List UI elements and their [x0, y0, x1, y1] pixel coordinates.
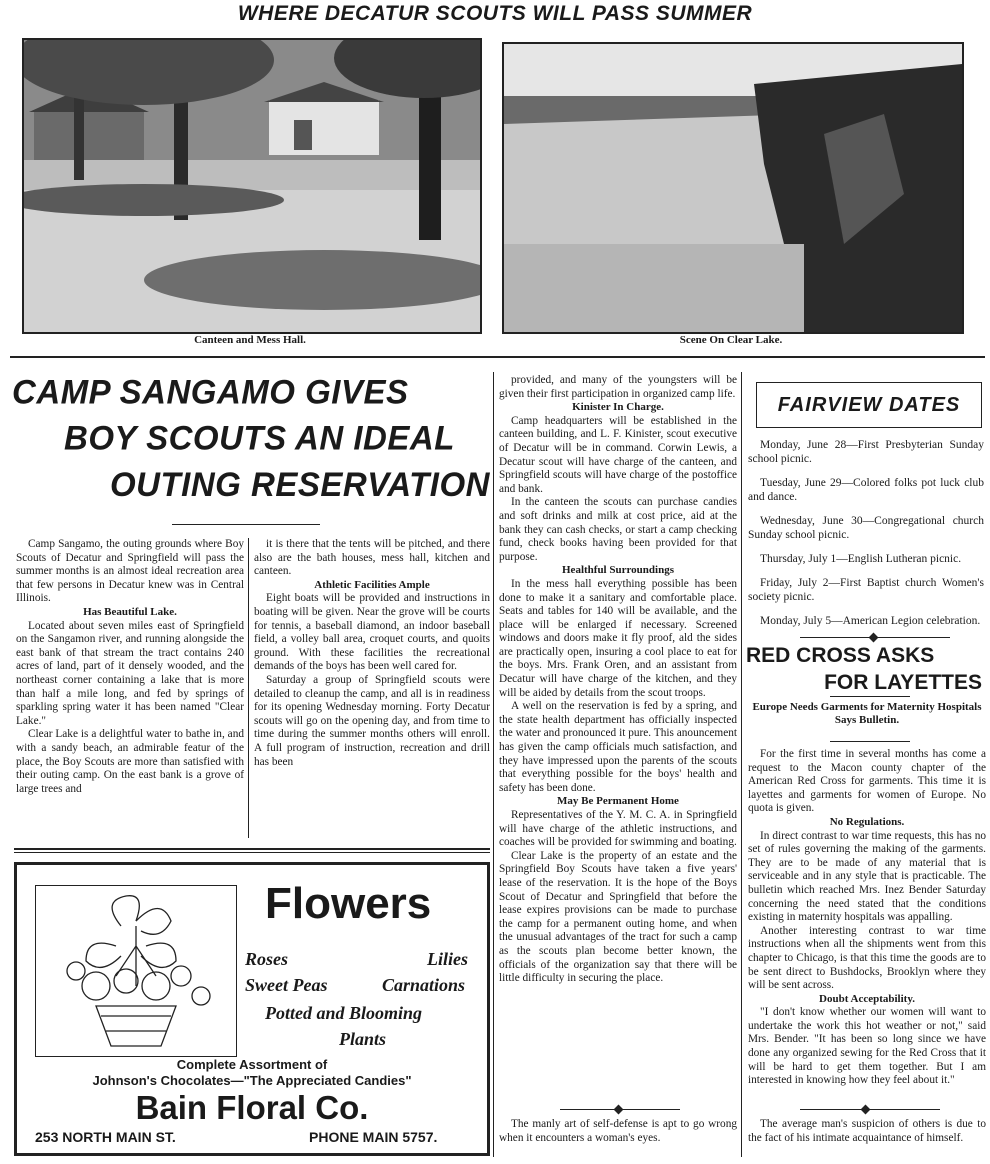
- ad-line-assortment: Complete Assortment of: [176, 1057, 328, 1072]
- article-column-1: [16, 538, 244, 796]
- subheading: No Regulations.: [829, 815, 905, 828]
- filler-self-defense: [499, 1118, 737, 1145]
- rule-col4: [741, 372, 742, 1157]
- fairview-dates: [748, 438, 984, 638]
- paragraph: In direct contrast to war time requests, this has no set of rules governing the making of the garments. They are to be made of any material that is serviceable and in any style that is practicable. The bulletin which reached Mrs. Inez Bender Saturday concerning the need stated that the conditions existing in maternity hospitals was appalling.: [748, 829, 986, 924]
- paragraph: Located about seven miles east of Springfield on the Sangamon river, and running alongside the east bank of that stream the tract contains 240 acres of land, part of it densely wooded, and the northeast corner containing a lake that is more than half a mile long, and fed by springs of sparkling spring water it has been named "Clear Lake.": [16, 619, 244, 727]
- subheading: May Be Permanent Home: [557, 795, 679, 808]
- fairview-date-item: Friday, July 2—First Baptist church Women's society picnic.: [748, 577, 984, 603]
- separator-rule-3: [800, 1109, 940, 1110]
- redcross-head-2: FOR LAYETTES: [824, 671, 982, 694]
- article-column-2: [254, 538, 490, 769]
- rule-col3: [493, 372, 494, 1157]
- ad-company: Bain Floral Co.: [135, 1089, 369, 1126]
- ad-item-potted: Potted and Blooming: [265, 1003, 423, 1023]
- paragraph: Representatives of the Y. M. C. A. in Springfield will have charge of the athletic instructions, and coaches will be provided for swimming and boating.: [499, 809, 737, 849]
- page-banner: WHERE DECATUR SCOUTS WILL PASS SUMMER: [237, 2, 753, 25]
- subheading: Kinister In Charge.: [572, 401, 664, 414]
- article-column-3: [499, 374, 737, 986]
- ad-item-sweet-peas: Sweet Peas: [245, 975, 328, 995]
- ad-address: 253 NORTH MAIN ST.: [35, 1129, 176, 1145]
- ad-line-chocolates: Johnson's Chocolates—"The Appreciated Candies": [92, 1073, 412, 1088]
- fairview-title: FAIRVIEW DATES: [756, 382, 982, 428]
- paragraph: For the first time in several months has come a request to the Macon county chapter of the American Red Cross for garments. This time it is layettes and garments for women of Europe. No quota is given.: [748, 748, 986, 815]
- paragraph: "I don't know whether our women will want to undertake the work this hot weather or not," said Mrs. Bender. "It has been so long since we have done any organized sewing for the Red Cross that it will be hard to get them together. But I am interested in knowing how they feel about it.": [748, 1006, 986, 1087]
- fairview-date-item: Thursday, July 1—English Lutheran picnic.: [760, 553, 962, 565]
- subheading: Doubt Acceptability.: [819, 992, 915, 1005]
- photo-caption-canteen: Canteen and Mess Hall.: [194, 334, 306, 346]
- ad-item-roses: Roses: [245, 949, 289, 969]
- rule-bottom2: [14, 852, 490, 853]
- paragraph: In the canteen the scouts can purchase candies and soft drinks and milk at cost price, aid at the bank they can cash checks, or start a camp checking fund, check books having been provided for that purpose.: [499, 496, 737, 563]
- subheading: Has Beautiful Lake.: [83, 605, 177, 618]
- photo-clear-lake: [502, 42, 964, 334]
- redcross-deck: [750, 701, 984, 727]
- headline-line-3: OUTING RESERVATION: [110, 464, 490, 504]
- subheading: Athletic Facilities Ample: [314, 578, 430, 591]
- paragraph: Clear Lake is a delightful water to bathe in, and with a sandy beach, an admirable featur of the place, the Boy Scouts are more than satisfied with their outing camp. On the east bank is a grove of large trees and: [16, 728, 244, 795]
- fairview-date-item: Tuesday, June 29—Colored folks pot luck club and dance.: [748, 477, 984, 503]
- separator-rule-1: [560, 1109, 680, 1110]
- rule-headline: [172, 524, 320, 525]
- headline: [12, 369, 490, 508]
- fairview-date-item: Wednesday, June 30—Congregational church Sunday school picnic.: [748, 515, 984, 541]
- paragraph: Clear Lake is the property of an estate and the Springfield Boy Scouts have taken a five years' lease of the reservation. It is the hope of the Boys Scout of Decatur and Springfield that before the lease expires provisions can be made to purchase the camp for a permanent outing home, and when the unusual advantages of the tract for such a camp as the scouts plan become better known, the officials of the organization say that there will be little difficulty in securing the place.: [499, 849, 737, 985]
- ad-item-lilies: Lilies: [427, 949, 468, 969]
- paragraph: it is there that the tents will be pitched, and there also are the bath houses, mess hall, kitchen and canteen.: [254, 538, 490, 578]
- redcross-rule-2: [830, 741, 910, 742]
- fairview-date-item: Monday, July 5—American Legion celebration.: [760, 615, 981, 627]
- flower-basket-illustration: [35, 885, 237, 1057]
- redcross-body: [748, 748, 986, 1088]
- headline-line-2: BOY SCOUTS AN IDEAL: [64, 418, 455, 457]
- photo-canteen: [22, 38, 482, 334]
- paragraph: Eight boats will be provided and instructions in boating will be given. Near the grove will be courts for tennis, a baseball diamond, an indoor baseball field, a volley ball area, croquet courts, and quoits ground. With these facilities the recreational demands of the boys has been well cared for.: [254, 592, 490, 673]
- redcross-rule: [830, 696, 910, 697]
- paragraph: Camp Sangamo, the outing grounds where Boy Scouts of Decatur and Springfield will pass the summer months is an almost ideal recreation area that few persons in Decatur knew was in Central Illinois.: [16, 538, 244, 605]
- filler-suspicion: [748, 1118, 986, 1145]
- ad-item-plants: Plants: [339, 1029, 387, 1049]
- advertisement-bain-floral: [14, 862, 490, 1156]
- separator-rule-2: [800, 637, 950, 638]
- redcross-deck-text: Europe Needs Garments for Maternity Hospitals Says Bulletin.: [752, 701, 982, 726]
- fairview-date-item: Monday, June 28—First Presbyterian Sunday school picnic.: [748, 439, 984, 465]
- filler-self-defense-text: The manly art of self-defense is apt to go wrong when it encounters a woman's eyes.: [499, 1118, 737, 1144]
- subheading: Healthful Surroundings: [562, 564, 674, 577]
- paragraph: Camp headquarters will be established in the canteen building, and L. F. Kinister, scout executive of Decatur will be in command. Corwin Lewis, a Decatur scout will have charge of the canteen, and Springfield scouts will have charge of the postoffice and bank.: [499, 414, 737, 495]
- ad-title: Flowers: [265, 879, 432, 928]
- paragraph: In the mess hall everything possible has been done to make it a sanitary and comfortable place. Seats and tables for 140 will be available, and the place will be enlarged if necessary. Screened windows and doors make it fly proof, ald the sides are practically open, insuring a cool place to eat for the boys. Mrs. Frank Oren, and an assistant from Decatur will have charge of the kitchen, and they will be aided by details from the scout troops.: [499, 577, 737, 699]
- redcross-head-1: RED CROSS ASKS: [746, 644, 935, 667]
- redcross-headline: [746, 642, 986, 696]
- ad-item-carnations: Carnations: [382, 975, 466, 995]
- filler-suspicion-text: The average man's suspicion of others is due to the fact of his intimate acquaintance of himself.: [748, 1118, 986, 1144]
- paragraph: Another interesting contrast to war time instructions when all the shipments went from this chapter to Chicago, is that this time the goods are to be sent direct to Bushdocks, Brooklyn where they will be sent across.: [748, 924, 986, 992]
- rule-top: [10, 356, 985, 358]
- ad-phone: PHONE MAIN 5757.: [309, 1129, 438, 1145]
- headline-line-1: CAMP SANGAMO GIVES: [12, 371, 409, 411]
- paragraph: A well on the reservation is fed by a spring, and the state health department has officially inspected the water and pronounced it pure. This anouncement has given the camp officials much satisfaction, and they have impressed upon the parents of the scouts that everything possible for the boys' health and safety has been done.: [499, 700, 737, 794]
- photo-caption-lake: Scene On Clear Lake.: [679, 334, 783, 346]
- rule-bottom: [14, 848, 490, 850]
- rule-col1: [248, 538, 249, 838]
- paragraph: Saturday a group of Springfield scouts were detailed to cleanup the camp, and all is in readiness for its opening Wednesday morning. Forty Decatur scouts will go on the opening day, and from time to time during the summer months others will enroll. A full program of instruction, recreation and drill has been: [254, 673, 490, 768]
- paragraph: provided, and many of the youngsters will be given their first participation in organized camp life.: [499, 374, 737, 400]
